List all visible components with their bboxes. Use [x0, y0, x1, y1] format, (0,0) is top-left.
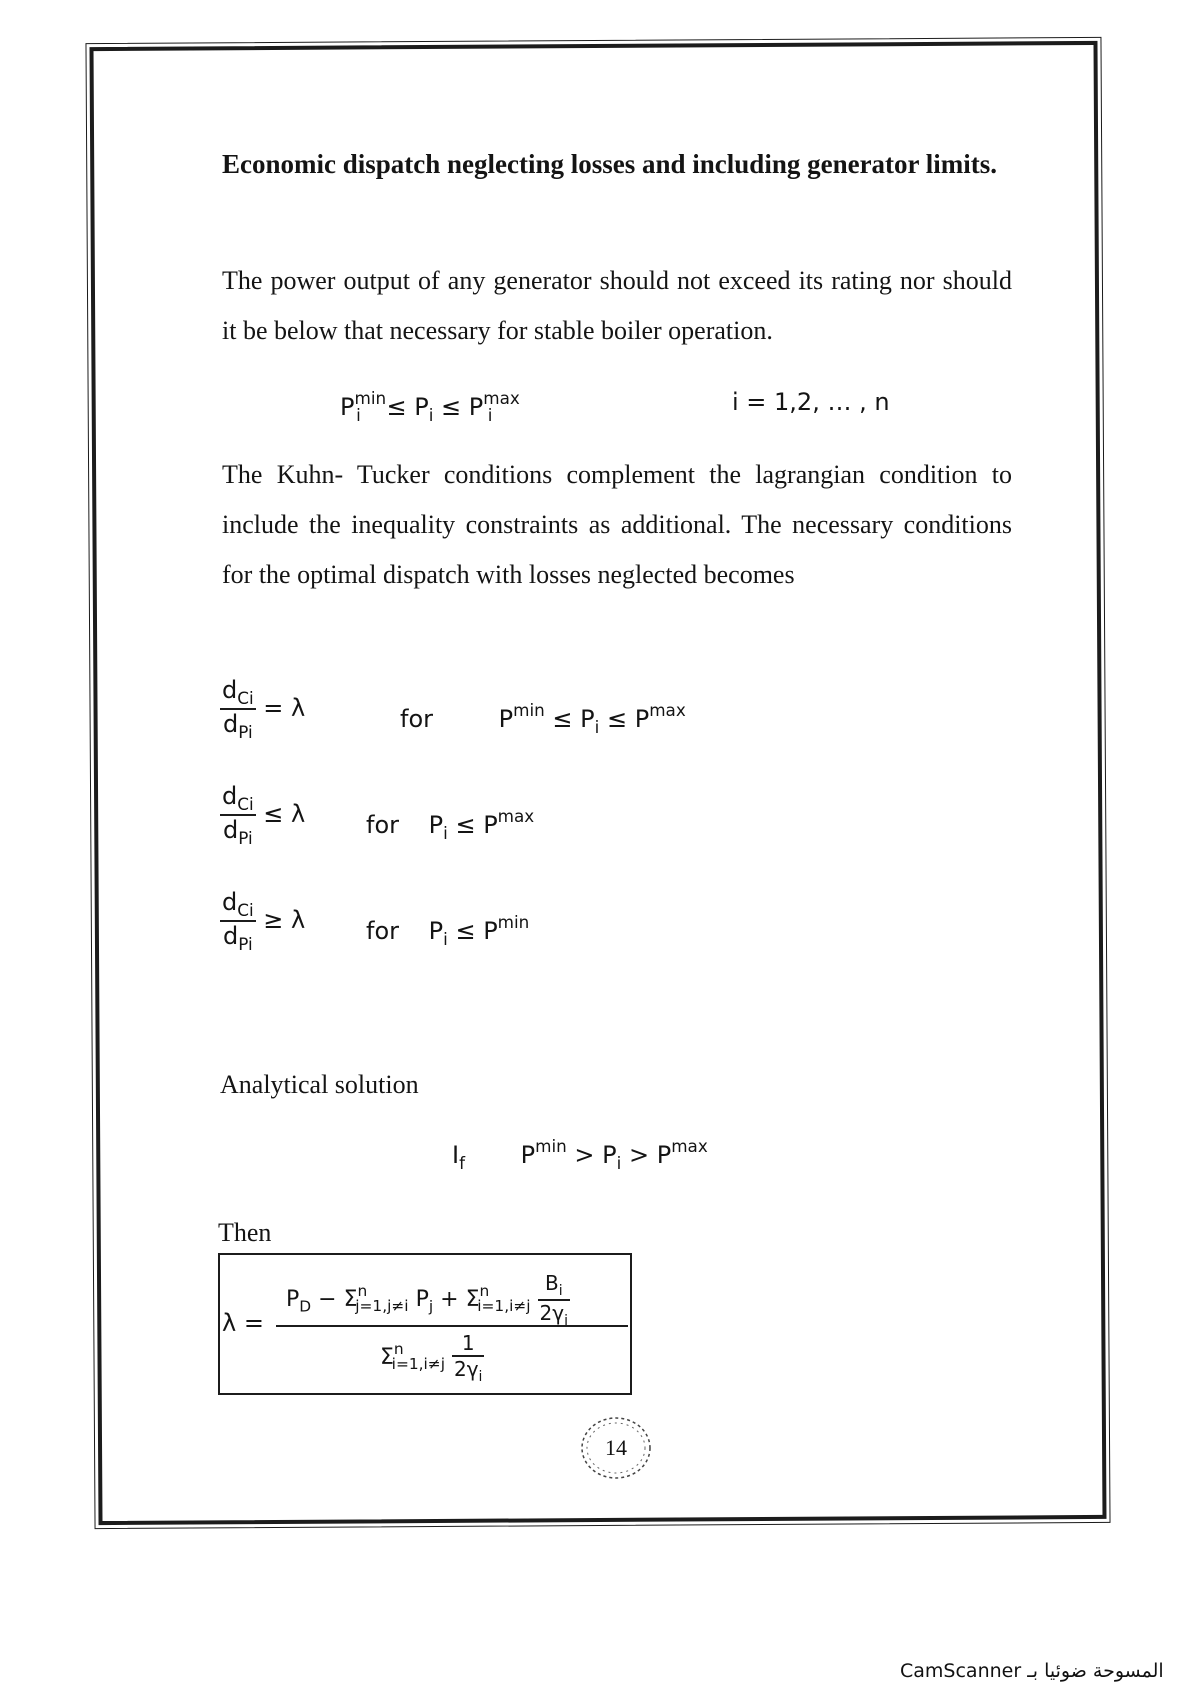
derivative-fraction: $\frac{d_{Ci}}{d_{Pi}}$ [222, 888, 254, 954]
one-over-2gamma-fraction: $\frac{1}{2\gamma_i}$ [453, 1331, 483, 1385]
lambda-denominator: $\Sigma^n_{i=1,i\ne j}$ $\frac{1}{2\gamma_i}$ [380, 1331, 483, 1385]
lambda-numerator: $P_D - \Sigma^n_{j=1,j\ne i}$ $P_j + \Sigma^n_{i=1,i\ne j}$ $\frac{B_i}{2\gamma_i}$ [286, 1271, 568, 1329]
then-label: Then [218, 1218, 272, 1247]
lambda-lhs: λ = [222, 1309, 264, 1337]
condition-2-range: for $P_i \le P^{max}$ [366, 806, 535, 843]
index-range: i = 1,2, … , n [732, 388, 890, 416]
generator-limit-constraint: $P^{min}_i \le P_i \le P^{max}_i$ [340, 388, 520, 425]
condition-greater-lambda: $\frac{d_{Ci}}{d_{Pi}}$ ≥ λ [222, 888, 306, 954]
derivative-fraction: $\frac{d_{Ci}}{d_{Pi}}$ [222, 782, 254, 848]
page-number: 14 [605, 1435, 627, 1460]
fraction-bar [276, 1325, 628, 1327]
condition-equal-lambda: $\frac{d_{Ci}}{d_{Pi}}$ = λ [222, 676, 306, 742]
condition-less-lambda: $\frac{d_{Ci}}{d_{Pi}}$ ≤ λ [222, 782, 306, 848]
lambda-fraction [276, 1263, 628, 1389]
scanner-watermark: CamScanner المسوحة ضوئيا بـ [900, 1660, 1164, 1682]
b-over-2gamma-fraction: $\frac{B_i}{2\gamma_i}$ [539, 1271, 568, 1329]
condition-1-range: for $P^{min} \le P_i \le P^{max}$ [400, 700, 686, 737]
intro-paragraph: The power output of any generator should not exceed its rating nor should it be below that necessary for stable boiler operation. [222, 266, 1012, 345]
condition-3-range: for $P_i \le P^{min}$ [366, 912, 530, 949]
kkt-paragraph: The Kuhn- Tucker conditions complement the lagrangian condition to include the inequality constraints as additional. The necessary conditions for the optimal dispatch with losses neglected becomes [222, 460, 1012, 589]
if-condition: $I_f$ $P^{min} > P_i > P^{max}$ [452, 1136, 708, 1173]
section-heading: Economic dispatch neglecting losses and including generator limits. [222, 149, 998, 179]
analytical-solution-label: Analytical solution [220, 1070, 419, 1099]
derivative-fraction: $\frac{d_{Ci}}{d_{Pi}}$ [222, 676, 254, 742]
lambda-formula-box [218, 1253, 632, 1395]
page-number-seal [578, 1414, 654, 1482]
